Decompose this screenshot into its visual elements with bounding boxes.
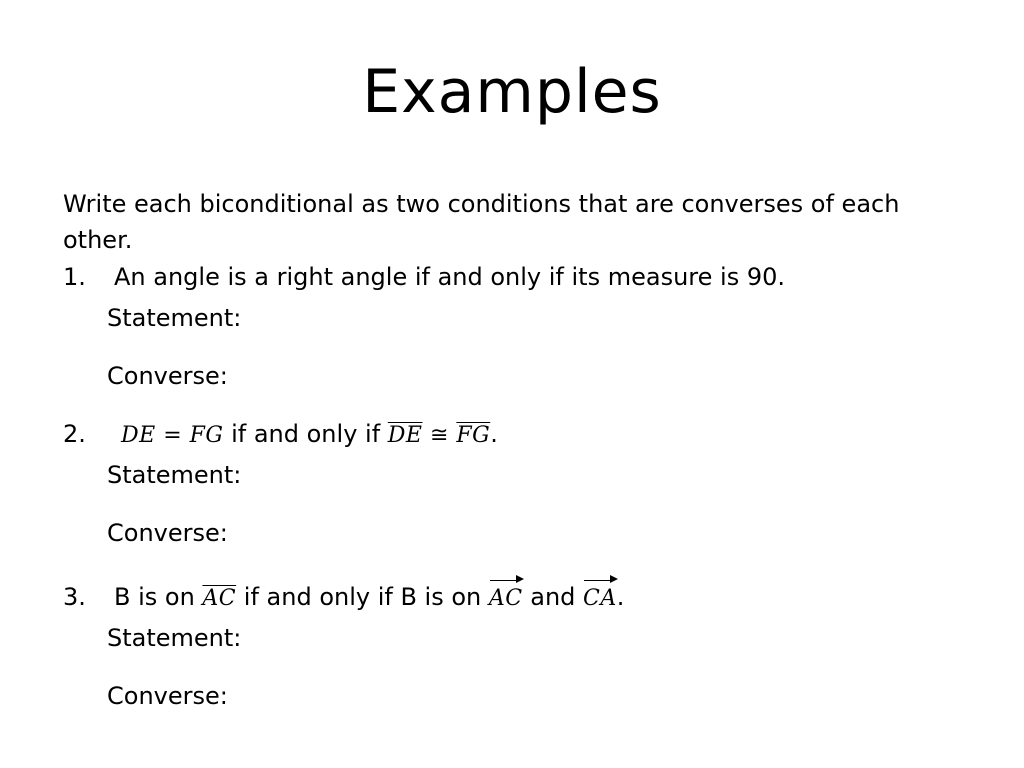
equation-de-fg: DE = FG: [121, 423, 224, 448]
item-1-number: 1.: [63, 263, 86, 291]
item-2-converse-label: Converse:: [107, 519, 228, 547]
item-2-biconditional: [121, 419, 498, 451]
item-1-biconditional: An angle is a right angle if and only if its measure is 90.: [114, 263, 785, 291]
congruent-symbol: ≅: [422, 423, 457, 448]
ray-ac-label: AC: [488, 586, 523, 611]
item-3-period: .: [616, 583, 625, 611]
item-2-statement-label: Statement:: [107, 461, 242, 489]
item-1-statement-label: Statement:: [107, 304, 242, 332]
segment-ac: $\overline{AC}$: [202, 586, 237, 611]
ray-ac-arrowhead-icon: [516, 575, 524, 583]
item-3-number: 3.: [63, 583, 86, 611]
ray-ac: [489, 584, 523, 614]
item-3-converse-label: Converse:: [107, 682, 228, 710]
ray-ca: [583, 584, 617, 614]
item-3-text-c: and: [522, 583, 584, 611]
instructions-text: Write each biconditional as two conditions that are converses of each other.: [63, 190, 900, 254]
item-2-number: 2.: [63, 420, 86, 448]
item-2-connector: if and only if: [223, 420, 388, 448]
ray-ac-arrow-icon: [490, 580, 517, 581]
slide-title: Examples: [362, 57, 662, 127]
item-2-period: .: [490, 420, 498, 448]
ray-ca-label: CA: [583, 586, 617, 611]
segment-fg: $\overline{FG}$: [456, 423, 491, 448]
item-1-converse-label: Converse:: [107, 362, 228, 390]
segment-de: $\overline{DE}$: [387, 423, 423, 448]
item-3-statement-label: Statement:: [107, 624, 242, 652]
ray-ca-arrowhead-icon: [610, 575, 618, 583]
item-3-text-b: if and only if B is on: [236, 583, 489, 611]
item-3-biconditional: [114, 582, 624, 614]
ray-ca-arrow-icon: [584, 580, 611, 581]
item-3-text-a: B is on: [114, 583, 203, 611]
